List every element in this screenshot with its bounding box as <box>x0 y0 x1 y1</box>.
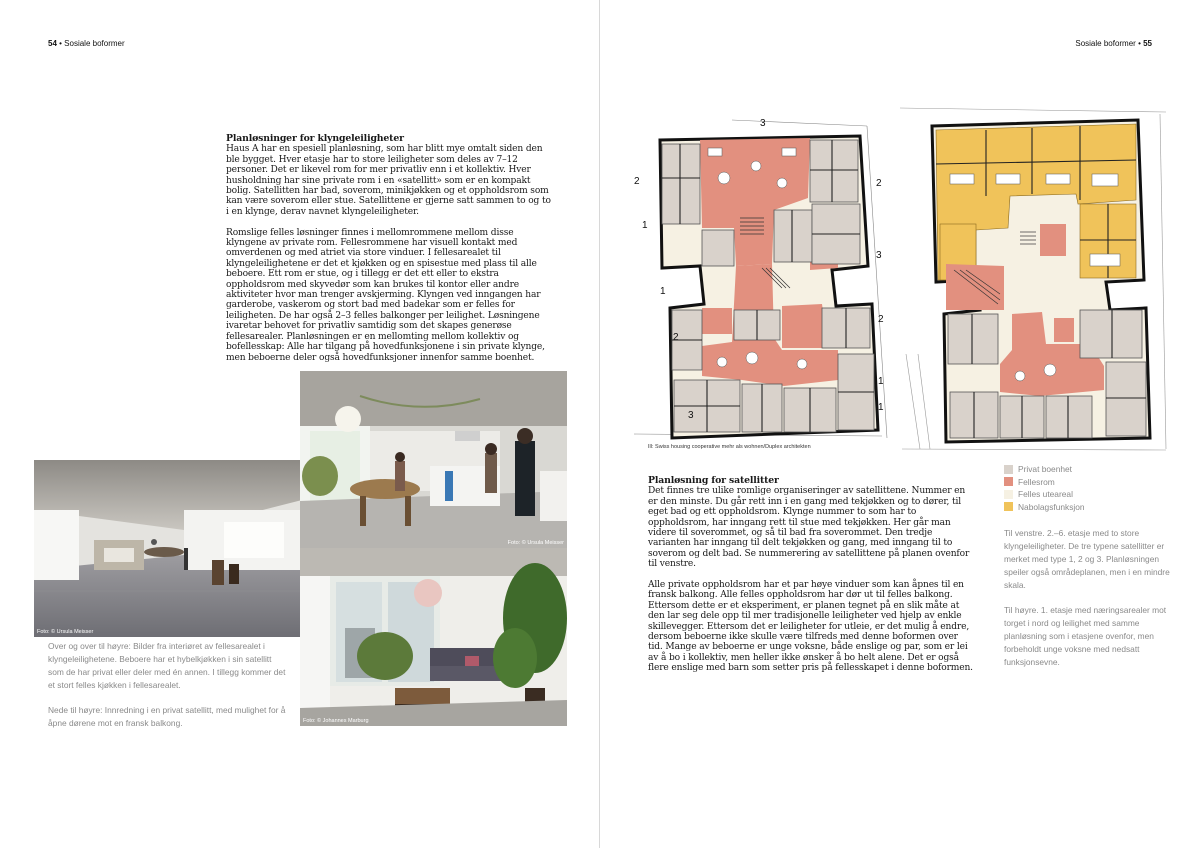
left-photo-credit: Foto: © Ursula Meisser <box>37 629 94 635</box>
left-folio: 54 • Sosiale boformer <box>48 39 125 48</box>
legend-item: Felles uteareal <box>1004 488 1085 501</box>
right-page <box>600 0 1199 848</box>
satellites-heading: Planløsning for satellitter <box>648 475 779 486</box>
right-caption-2: Til høyre. 1. etasje med næringsarealer mot torget i nord og leilighet med samme planløsning som i etasjene ovenfor, men forbeholdt unge voksne med nedsatt funksjonsevne. <box>1004 605 1167 667</box>
clusters-section <box>226 134 552 373</box>
unit-number: 3 <box>688 410 694 421</box>
left-caption-1: Over og over til høyre: Bilder fra interiøret av fellesarealet i klyngeleilighetene. Beboere har et hybelkjøkken i sin satellitt som de har privat eller deler med én annen. I tillegg kommer det et stort felles kjøkken i fellesarealet. <box>48 641 286 690</box>
common-area-photo <box>34 460 302 637</box>
clusters-paragraph-1: Haus A har en spesiell planløsning, som har blitt mye omtalt siden den ble bygget. Hver etasje har to store leiligheter som deles av 7–12 personer. Det er likevel rom for mer privatliv enn i et kollektiv. Hver husholdning har sine private rom i en «satellitt» som er en kompakt bolig. Satellitten har bad, soverom, minikjøkken og et oppholdsrom som kan være soverom eller stue. Satellittene er gjerne satt sammen to og to i en klynge, derav navnet klyngeleiligheter. <box>226 144 551 217</box>
unit-number: 1 <box>878 402 884 413</box>
left-caption-2: Nede til høyre: Innredning i en privat satellitt, med mulighet for å åpne dørene mot en fransk balkong. <box>48 705 286 728</box>
legend-swatch <box>1004 490 1013 499</box>
left-caption <box>48 640 288 742</box>
satellites-section <box>648 476 974 684</box>
right-folio: Sosiale boformer • 55 <box>1075 39 1152 48</box>
right-caption-1: Til venstre. 2.–6. etasje med to store klyngeleiligheter. De tre typene satellitter er merket med type 1, 2 og 3. Planløsningen speiler også områdeplanen, men i en mindre skala. <box>1004 528 1170 590</box>
unit-number: 1 <box>878 376 884 387</box>
plan-legend <box>1004 463 1085 513</box>
legend-item: Nabolagsfunksjon <box>1004 501 1085 514</box>
legend-item: Privat boenhet <box>1004 463 1085 476</box>
unit-number: 3 <box>876 250 882 261</box>
unit-number: 2 <box>634 176 640 187</box>
plan-credit: Ill: Swiss housing cooperative mehr als wohnen/Duplex architekten <box>648 444 811 450</box>
kitchen-photo <box>300 371 567 548</box>
kitchen-photo-credit: Foto: © Ursula Meisser <box>507 540 564 546</box>
satellites-paragraph-1: Det finnes tre ulike romlige organiseringer av satellittene. Nummer en er den minste. Du går rett inn i en gang med tekjøkken og to dører, til eget bad og ett oppholdsrom. Klynge nummer to som har to oppholdsrom, har inngang rett til stue med tekjøkken. Her går man videre til soverommet, og så til bad fra soverommet. Den tredje varianten har inngang til delt tekjøkken og gang, med inngang til to soverom og delt bad. Se nummerering av satellittene på planen ovenfor til venstre. <box>648 486 970 570</box>
clusters-heading: Planløsninger for klyngeleiligheter <box>226 133 404 144</box>
unit-number: 2 <box>878 314 884 325</box>
unit-number: 1 <box>660 286 666 297</box>
legend-swatch <box>1004 465 1013 474</box>
satellites-paragraph-2: Alle private oppholdsrom har et par høye vinduer som kan åpnes til en fransk balkong. Alle felles oppholdsrom har dør ut til felles balkong. Ettersom dette er et eksperiment, er planen tegnet på en slik måte at den lar seg dele opp til mer tradisjonelle leiligheter ved hjelp av enkle skillevegger. Ettersom det er leiligheter for utleie, er det mulig å endre, dersom beboerne ikke skulle være tilfreds med denne boformen over tid. Mange av beboerne er unge voksne, både enslige og par, som er lei av å bo i kollektiv, men heller ikke ønsker å bo helt alene. Det er også flere enslige med barn som setter pris på fellesskapet i denne boformen. <box>648 580 973 674</box>
right-caption <box>1004 527 1172 681</box>
legend-item: Fellesrom <box>1004 476 1085 489</box>
satellite-room-photo <box>300 548 567 726</box>
ground-floor-plan <box>900 104 1168 454</box>
legend-swatch <box>1004 502 1013 511</box>
legend-swatch <box>1004 477 1013 486</box>
unit-number: 2 <box>876 178 882 189</box>
clusters-paragraph-2: Romslige felles løsninger finnes i mellomrommene mellom disse klyngene av private rom. Fellesrommene har visuell kontakt med omverdenen og med atriet via store vinduer. I fellesarealet til klyngeleilighetene er det et kjøkken og en spisestue med plass til alle beboere. Ett rom er stue, og i tillegg er det ett eller to ekstra oppholdsrom med skyvedør som kan brukes til kontor eller andre aktiviteter hvor man trenger avskjerming. Klyngen ved inngangen har garderobe, vaskerom og stort bad med badekar som er felles for leiligheten. De har også 2–3 felles balkonger per leilighet. Løsningene ivaretar behovet for privatliv samtidig som det skapes generøse fellesarealer. Planløsningen er en mellomting mellom kollektiv og bofellesskap: Alle har tilgang på hovedfunksjonene i sin private klynge, men beboerne deler også hovedfunksjoner innenfor samme boenhet. <box>226 227 545 363</box>
satellite-photo-credit: Foto: © Johannes Marburg <box>303 718 369 724</box>
unit-number: 3 <box>760 118 766 129</box>
unit-number: 1 <box>642 220 648 231</box>
unit-number: 2 <box>673 332 679 343</box>
upper-floor-plan <box>632 118 900 448</box>
